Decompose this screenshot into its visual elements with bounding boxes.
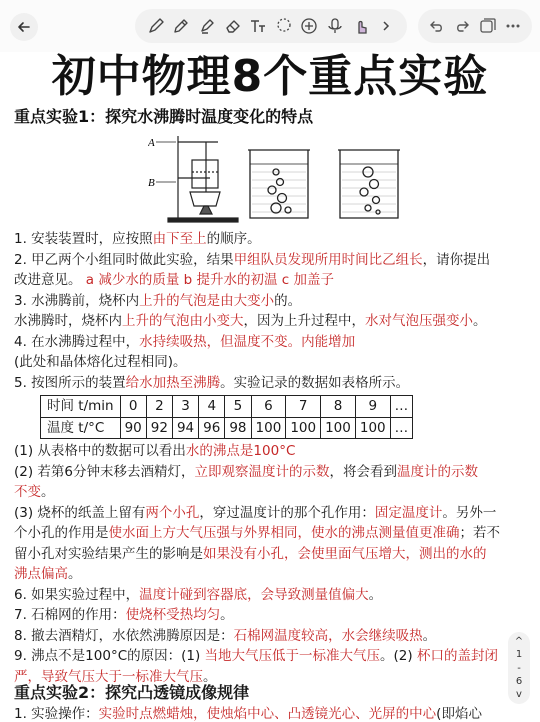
eraser-icon bbox=[224, 17, 242, 35]
page-up-icon[interactable]: ^ bbox=[514, 636, 524, 647]
eraser-tool[interactable] bbox=[222, 15, 244, 37]
text-line bbox=[14, 352, 522, 373]
body-text: 。 bbox=[368, 586, 383, 603]
body-text: ，将会看到 bbox=[329, 463, 398, 480]
body-text: (1) 从表格中的数据可以看出 bbox=[14, 443, 186, 459]
beaker-before-boiling bbox=[248, 150, 310, 218]
beaker-boiling bbox=[338, 150, 400, 218]
add-tool[interactable] bbox=[298, 15, 320, 37]
body-text: 7. 石棉网的作用： bbox=[14, 607, 126, 623]
table-cell: 6 bbox=[251, 396, 286, 418]
highlighted-text: 石棉网温度较高，水会继续吸热 bbox=[233, 627, 423, 644]
highlighted-text: 甲组队员发现所用时间比乙组长 bbox=[233, 251, 423, 268]
mic-tool[interactable] bbox=[324, 15, 346, 37]
table-cell: 9 bbox=[355, 396, 390, 418]
highlighted-text: 给水加热至沸腾 bbox=[125, 374, 221, 391]
text-line bbox=[14, 270, 522, 291]
layers-icon bbox=[479, 17, 497, 35]
body-text: 3. 水沸腾前，烧杯内 bbox=[14, 292, 140, 309]
back-icon bbox=[17, 20, 31, 34]
table-row-temp bbox=[41, 417, 413, 439]
body-text: 4. 在水沸腾过程中， bbox=[14, 333, 140, 350]
highlighted-text: 温度计碰到容器底，会导致测量值偏大 bbox=[139, 586, 369, 603]
text-line bbox=[14, 250, 522, 271]
text-line bbox=[14, 441, 522, 462]
section-1-body bbox=[14, 229, 522, 687]
body-text: (即焰心 bbox=[436, 706, 482, 722]
text-line bbox=[14, 544, 522, 565]
edit-group bbox=[418, 9, 532, 43]
text-line bbox=[14, 332, 522, 353]
tools-next-button[interactable] bbox=[375, 15, 397, 37]
highlighted-text: 上升的气泡由小变大 bbox=[122, 313, 244, 329]
body-text: 。 bbox=[41, 484, 55, 500]
highlighted-text: 使烧杯受热均匀 bbox=[125, 607, 221, 623]
body-text: ，穿过温度计的那个孔作用： bbox=[199, 504, 375, 521]
body-text: 改进意见。 bbox=[14, 272, 86, 288]
table-cell: 2 bbox=[146, 396, 172, 418]
page-down-icon[interactable]: v bbox=[516, 689, 522, 700]
text-line bbox=[14, 523, 522, 544]
table-cell: 100 bbox=[251, 417, 286, 439]
body-text: 。 bbox=[203, 668, 217, 685]
body-text: 。另外一 bbox=[442, 504, 497, 521]
table-row-time bbox=[41, 396, 413, 418]
text-tool[interactable] bbox=[247, 15, 269, 37]
body-text: 留小孔对实验结果产生的影响是 bbox=[14, 545, 203, 562]
highlighted-text: 温度计的示数 bbox=[397, 463, 479, 480]
table-cell: 90 bbox=[120, 417, 146, 439]
layers-button[interactable] bbox=[477, 15, 499, 37]
body-text: 。 bbox=[422, 627, 437, 644]
highlighted-text: 使水面上方大气压强与外界相同，使水的沸点测量值更准确 bbox=[108, 525, 460, 541]
highlighter-tool[interactable] bbox=[196, 15, 218, 37]
table-cell: 98 bbox=[225, 417, 251, 439]
section-1-heading: 重点实验1：探究水沸腾时温度变化的特点 bbox=[14, 107, 314, 126]
table-cell: 100 bbox=[321, 417, 356, 439]
undo-button[interactable] bbox=[426, 15, 448, 37]
table-cell: 100 bbox=[286, 417, 321, 439]
body-text: 的。 bbox=[274, 292, 302, 309]
chevron-right-icon bbox=[380, 19, 392, 33]
page-title: 初中物理8个重点实验 bbox=[51, 51, 489, 102]
table-cell: 96 bbox=[199, 417, 225, 439]
page-separator: - bbox=[517, 662, 521, 674]
highlighted-text: 严，导致气压大于一标准大气压 bbox=[14, 668, 203, 685]
table-cell: 5 bbox=[225, 396, 251, 418]
body-text: 。(2) bbox=[380, 648, 417, 664]
body-text: (3) 烧杯的纸盖上留有 bbox=[14, 504, 146, 521]
text-line bbox=[14, 646, 522, 667]
text-line bbox=[14, 311, 522, 332]
redo-button[interactable] bbox=[451, 15, 473, 37]
highlighted-text: 当地大气压低于一标准大气压 bbox=[204, 648, 381, 664]
table-row-header: 时间 t/min bbox=[41, 396, 121, 418]
highlighted-text: 立即观察温度计的示数 bbox=[194, 463, 330, 480]
text-line bbox=[14, 291, 522, 312]
back-button[interactable] bbox=[10, 13, 38, 41]
table-cell: 92 bbox=[146, 417, 172, 439]
current-page: 1 bbox=[515, 649, 523, 661]
page-scroller[interactable] bbox=[508, 632, 530, 704]
text-line bbox=[14, 626, 522, 647]
highlighted-text: 水对气泡压强变小 bbox=[365, 313, 473, 329]
highlighted-text: 水持续吸热，但温度不变。内能增加 bbox=[139, 333, 356, 350]
body-text: 水沸腾时，烧杯内 bbox=[14, 313, 122, 329]
highlighted-text: 沸点偏高 bbox=[14, 566, 68, 582]
label-b: B bbox=[148, 177, 155, 189]
table-cell: 7 bbox=[286, 396, 321, 418]
undo-icon bbox=[428, 17, 446, 35]
highlighted-text: 杯口的盖封闭 bbox=[416, 648, 498, 664]
highlighted-text: 实验时点燃蜡烛，使烛焰中心、凸透镜光心、光屏的中心 bbox=[98, 706, 437, 722]
section-2-first-line bbox=[14, 702, 482, 722]
highlighter-icon bbox=[198, 17, 216, 35]
data-table bbox=[40, 395, 413, 439]
table-row-header: 温度 t/°C bbox=[41, 417, 121, 439]
section-2-heading: 重点实验2：探究凸透镜成像规律 bbox=[14, 683, 250, 702]
label-a: A bbox=[148, 137, 155, 149]
text-line bbox=[14, 462, 522, 483]
finger-icon bbox=[352, 17, 370, 35]
add-icon bbox=[300, 17, 318, 35]
body-text: ，请你提出 bbox=[422, 251, 491, 268]
body-text: 1. 实验操作： bbox=[14, 706, 99, 722]
table-cell: … bbox=[390, 417, 413, 439]
body-text: 。 bbox=[473, 313, 487, 329]
highlighted-text: 上升的气泡是由大变小 bbox=[139, 292, 275, 309]
marker-tool[interactable] bbox=[170, 15, 192, 37]
redo-icon bbox=[453, 17, 471, 35]
section-1-lines-continued bbox=[14, 441, 522, 687]
lasso-tool[interactable] bbox=[273, 15, 295, 37]
table-cell: 4 bbox=[199, 396, 225, 418]
text-line bbox=[14, 585, 522, 606]
pen-tool[interactable] bbox=[145, 15, 167, 37]
body-text: 6. 如果实验过程中， bbox=[14, 586, 140, 603]
lasso-icon bbox=[275, 17, 293, 35]
body-text: 。实验记录的数据如表格所示。 bbox=[220, 374, 410, 391]
body-text: 的顺序。 bbox=[206, 231, 261, 247]
highlighted-text: 由下至上 bbox=[152, 231, 207, 247]
body-text: 2. 甲乙两个小组同时做此实验，结果 bbox=[14, 251, 234, 268]
tool-group bbox=[135, 9, 407, 43]
finger-tool[interactable] bbox=[350, 15, 372, 37]
text-line bbox=[14, 564, 522, 585]
text-line bbox=[14, 482, 522, 503]
table-cell: 8 bbox=[321, 396, 356, 418]
marker-icon bbox=[172, 17, 190, 35]
table-cell: 94 bbox=[172, 417, 198, 439]
body-text: ；若不 bbox=[459, 525, 500, 541]
body-text: 。 bbox=[220, 607, 234, 623]
text-line bbox=[14, 229, 522, 250]
mic-icon bbox=[326, 17, 344, 35]
table-cell: … bbox=[390, 396, 413, 418]
total-pages: 6 bbox=[515, 675, 523, 687]
text-line bbox=[14, 503, 522, 524]
apparatus-drawing bbox=[156, 136, 238, 222]
more-icon bbox=[504, 17, 522, 35]
body-text: 。 bbox=[68, 566, 82, 582]
highlighted-text: 不变 bbox=[14, 484, 41, 500]
body-text: 个小孔的作用是 bbox=[14, 525, 109, 541]
text-icon bbox=[249, 17, 267, 35]
body-text: (2) 若第6分钟末移去酒精灯， bbox=[14, 463, 195, 480]
text-line bbox=[14, 373, 522, 394]
highlighted-text: 如果没有小孔，会使里面气压增大，测出的水的 bbox=[203, 545, 487, 562]
body-text: (此处和晶体熔化过程相同)。 bbox=[14, 354, 187, 370]
highlighted-text: 水的沸点是100°C bbox=[185, 443, 296, 459]
highlighted-text: a 减少水的质量 b 提升水的初温 c 加盖子 bbox=[85, 272, 335, 288]
body-text: 1. 安装装置时，应按照 bbox=[14, 231, 153, 247]
body-text: 9. 沸点不是100°C的原因：(1) bbox=[14, 648, 205, 664]
pen-icon bbox=[147, 17, 165, 35]
more-button[interactable] bbox=[502, 15, 524, 37]
body-text: 8. 撤去酒精灯，水依然沸腾原因是： bbox=[14, 627, 234, 644]
section-1-lines bbox=[14, 229, 522, 393]
table-cell: 100 bbox=[355, 417, 390, 439]
text-line bbox=[14, 605, 522, 626]
table-cell: 0 bbox=[120, 396, 146, 418]
highlighted-text: 两个小孔 bbox=[145, 504, 200, 521]
body-text: 5. 按图所示的装置 bbox=[14, 374, 126, 391]
body-text: ，因为上升过程中， bbox=[243, 313, 365, 329]
table-cell: 3 bbox=[172, 396, 198, 418]
experiment-figure bbox=[148, 132, 418, 224]
highlighted-text: 固定温度计 bbox=[374, 504, 443, 521]
